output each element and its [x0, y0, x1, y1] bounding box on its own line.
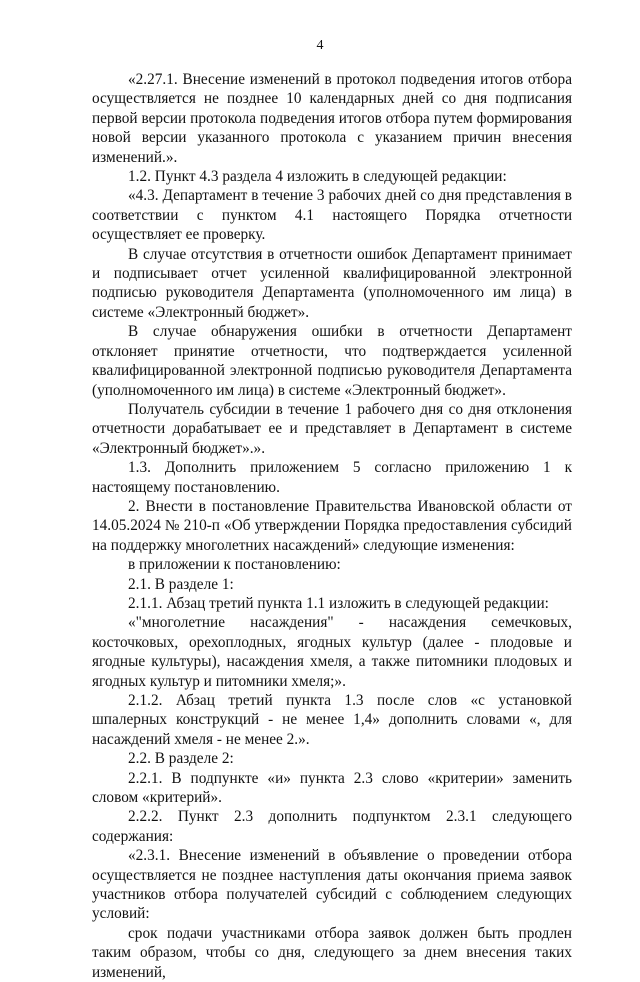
- paragraph-2-3-1: «2.3.1. Внесение изменений в объявление о проведении отбора осуществляется не позднее наступления даты окончания приема заявок участников отбора получателей субсидий с соблюдением следующих условий:: [92, 847, 572, 923]
- paragraph-2-1-2: 2.1.2. Абзац третий пункта 1.3 после слов «с установкой шпалерных конструкций - не менее 1,4» дополнить словами «, для насаждений хмеля - не менее 2.».: [92, 692, 572, 748]
- paragraph-perennial-definition: «"многолетние насаждения" - насаждения семечковых, косточковых, орехоплодных, ягодных культур (далее - плодовые и ягодные культуры), насаждения хмеля, а также питомники плодовых и ягодных культур и питомники хмеля;».: [92, 614, 572, 690]
- paragraph-4-3: «4.3. Департамент в течение 3 рабочих дней со дня представления в соответствии с пунктом 4.1 настоящего Порядка отчетности осуществляет ее проверку.: [92, 187, 572, 244]
- paragraph-no-errors: В случае отсутствия в отчетности ошибок Департамент принимает и подписывает отчет усиленной квалифицированной электронной подписью руководителя Департамента (уполномоченного им лица) в системе «Электронный бюджет».: [92, 245, 572, 321]
- paragraph-1-2: 1.2. Пункт 4.3 раздела 4 изложить в следующей редакции:: [128, 168, 507, 186]
- paragraph-deadline-extension: срок подачи участниками отбора заявок должен быть продлен таким образом, чтобы со дня, следующего за днем внесения таких изменений,: [92, 924, 572, 981]
- page-number: 4: [316, 38, 324, 53]
- paragraph-2-1-1: 2.1.1. Абзац третий пункта 1.1 изложить в следующей редакции:: [128, 594, 549, 612]
- paragraph-errors-found: В случае обнаружения ошибки в отчетности Департамент отклоняет принятие отчетности, что подтверждается усиленной квалифицированной электронной подписью руководителя Департамента (уполномоченного им лица) в системе «Электронный бюджет».: [92, 323, 572, 399]
- paragraph-2-2-1: 2.2.1. В подпункте «и» пункта 2.3 слово «критерии» заменить словом «критерий».: [92, 769, 572, 807]
- paragraph-2-2: 2.2. В разделе 2:: [128, 750, 234, 768]
- paragraph-2-27-1: «2.27.1. Внесение изменений в протокол подведения итогов отбора осуществляется не позднее 10 календарных дней со дня подписания первой версии протокола подведения итогов отбора путем формирования новой версии указанного протокола с указанием причин внесения изменений.».: [92, 71, 572, 166]
- paragraph-2-2-2: 2.2.2. Пункт 2.3 дополнить подпунктом 2.3.1 следующего содержания:: [92, 808, 572, 845]
- paragraph-2: 2. Внести в постановление Правительства Ивановской области от 14.05.2024 № 210-п «Об утверждении Порядка предоставления субсидий на поддержку многолетних насаждений» следующие изменения:: [92, 497, 572, 554]
- paragraph-1-3: 1.3. Дополнить приложением 5 согласно приложению 1 к настоящему постановлению.: [92, 459, 572, 496]
- document-body: [92, 70, 572, 982]
- paragraph-annex: в приложении к постановлению:: [128, 556, 341, 574]
- paragraph-2-1: 2.1. В разделе 1:: [128, 575, 234, 593]
- paragraph-recipient-rework: Получатель субсидии в течение 1 рабочего дня со дня отклонения отчетности дорабатывает ее и представляет в Департамент в системе «Электронный бюджет».».: [92, 400, 572, 457]
